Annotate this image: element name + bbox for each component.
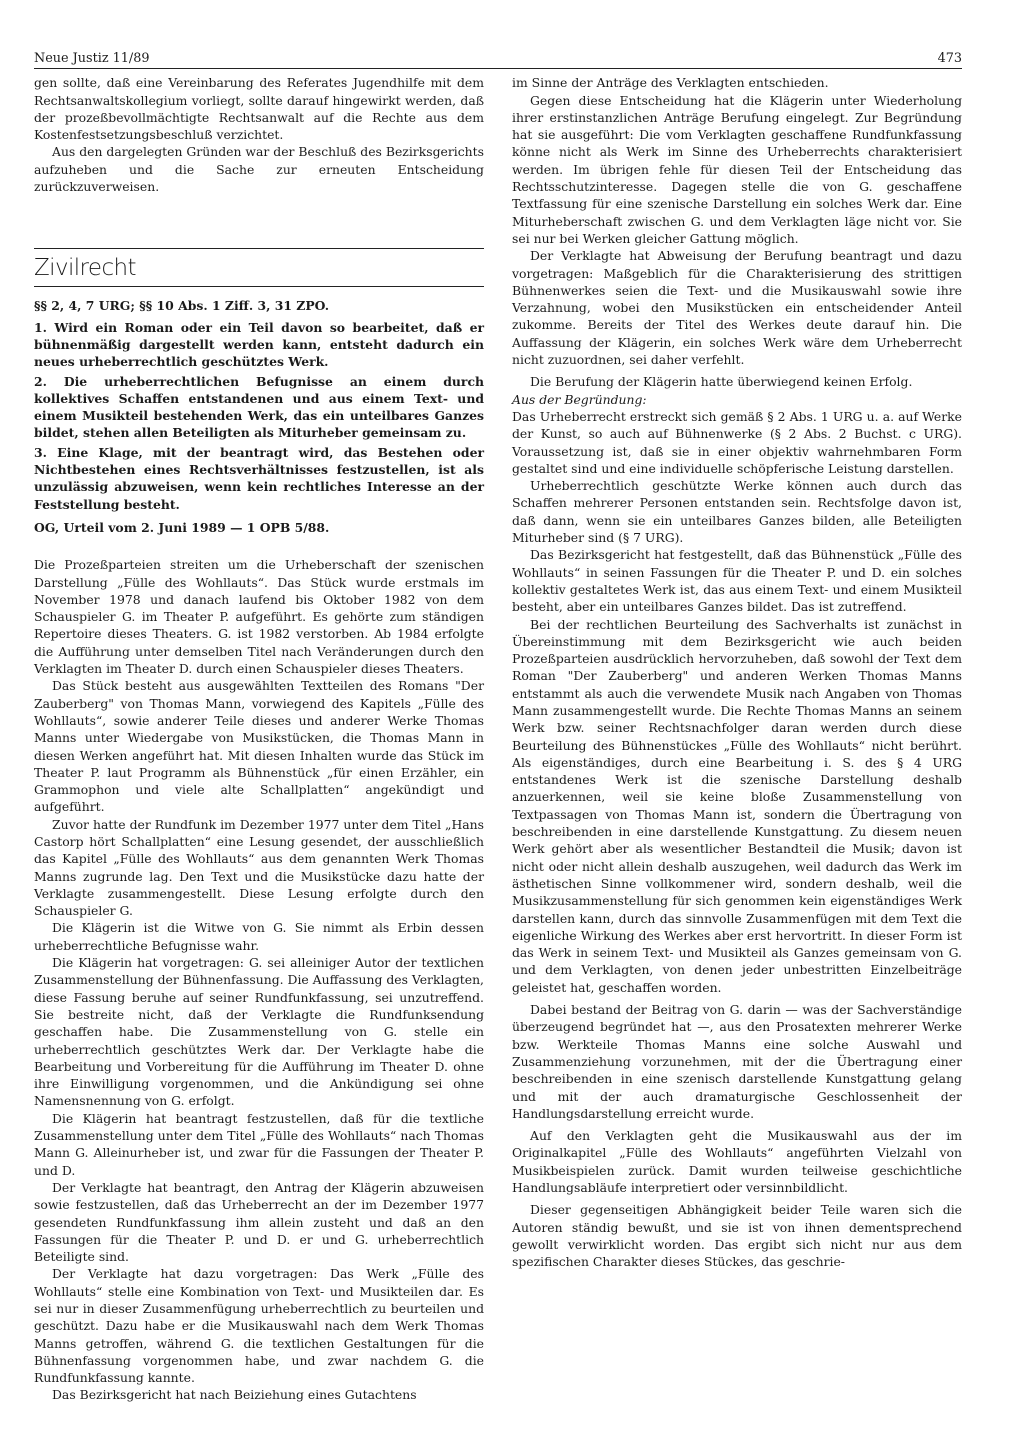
paragraph: Der Verklagte hat dazu vorgetragen: Das Werk „Fülle des Wohllauts“ stelle eine Kombination von Text- und Musikteilen dar. Es sei nur in dieser Zusammenfügung urheberrechtlich zu beurteilen und geschützt. Dazu habe er die Musikauswahl nach dem Werk Thomas Manns getroffen, während G. die textlichen Gestaltungen für die Bühnenfassung vorgenommen habe, und zwar nachdem G. die Rundfunkfassung kannte. — [34, 1266, 484, 1386]
paragraph: Dieser gegenseitigen Abhängigkeit beider Teile waren sich die Autoren ständig bewußt, und sie ist von ihnen dementsprechend gewollt verwirklicht worden. Das ergibt sich nicht nur aus dem spezifischen Charakter dieses Stückes, das geschrie- — [512, 1202, 962, 1270]
leitsatz-3: 3. Eine Klage, mit der beantragt wird, das Bestehen oder Nichtbestehen eines Rechtsverhältnisses festzustellen, ist als unzulässig abzuweisen, wenn kein rechtliches Interesse an der Feststellung besteht. — [34, 444, 484, 512]
statute-references: §§ 2, 4, 7 URG; §§ 10 Abs. 1 Ziff. 3, 31 ZPO. — [34, 298, 330, 314]
paragraph: Gegen diese Entscheidung hat die Klägerin unter Wiederholung ihrer erstinstanzlichen Anträge Berufung eingelegt. Zur Begründung hat sie ausgeführt: Die vom Verklagten geschaffene Rundfunkfassung könne nicht als Werk im Sinne des Urheberrechts charakterisiert werden. Im übrigen fehle für diesen Teil der Entscheidung das Rechtsschutzinteresse. Dagegen stelle die von G. geschaffene Textfassung für eine szenische Darstellung ein solches Werk dar. Eine Miturheberschaft zwischen G. und dem Verklagten läge nicht vor. Sie sei nur bei Werken gleicher Gattung möglich. — [512, 92, 962, 246]
two-column-body — [34, 74, 962, 1403]
paragraph: Die Klägerin ist die Witwe von G. Sie nimmt als Erbin dessen urheberrechtliche Befugnisse wahr. — [34, 920, 484, 953]
case-citation: OG, Urteil vom 2. Juni 1989 — 1 OPB 5/88. — [34, 519, 330, 535]
paragraph: Das Stück besteht aus ausgewählten Textteilen des Romans "Der Zauberberg" von Thomas Mann, vorwiegend des Kapitels „Fülle des Wohllauts“, sowie anderer Teile dieses und anderer Werke Thomas Manns unter Wiedergabe von Musikstücken, die Thomas Mann in diesen Werken angeführt hat. Mit diesen Inhalten wurde das Stück im Theater P. laut Programm als Bühnenstück „für einen Erzähler, ein Grammophon und viele alte Schallplatten“ angekündigt und aufgeführt. — [34, 678, 484, 815]
paragraph: Der Verklagte hat beantragt, den Antrag der Klägerin abzuweisen sowie festzustellen, daß das Urheberrecht an der im Dezember 1977 gesendeten Rundfunkfassung ihm allein zusteht und daß an den Fassungen für die Theater P. und D. er und G. urheberrechtlich Beteiligte sind. — [34, 1179, 484, 1265]
paragraph: Die Klägerin hat beantragt festzustellen, daß für die textliche Zusammenstellung unter dem Titel „Fülle des Wohllauts“ nach Thomas Mann G. Alleinurheber ist, und zwar für die Fassungen der Theater P. und D. — [34, 1110, 484, 1178]
paragraph: Urheberrechtlich geschützte Werke können auch durch das Schaffen mehrerer Personen entstanden sein. Rechtsfolge davon ist, daß dann, wenn sie ein unteilbares Ganzes bilden, alle Beteiligten Miturheber sind (§ 7 URG). — [512, 478, 962, 546]
case-facts — [34, 556, 484, 1404]
leitsatz-2: 2. Die urheberrechtlichen Befugnisse an einem durch kollektives Schaffen entstandenen und aus einem Text- und einem Musikteil bestehenden Werk, das ein unteilbares Ganzes bildet, stehen allen Beteiligten als Miturheber gemeinsam zu. — [34, 373, 484, 441]
paragraph: Aus den dargelegten Gründen war der Beschluß des Bezirksgerichts aufzuheben und die Sache zur erneuten Entscheidung zurückzuverweisen. — [34, 144, 484, 195]
paragraph: Bei der rechtlichen Beurteilung des Sachverhalts ist zunächst in Übereinstimmung mit dem Bezirksgericht wie auch beiden Prozeßparteien ausdrücklich hervorzuheben, daß sowohl der Text dem Roman "Der Zauberberg" und anderen Werken Thomas Manns entstammt als auch die verwendete Musik nach Angaben von Thomas Mann zusammengestellt wurde. Die Rechte Thomas Manns an seinem Werk bzw. seiner Rechtsnachfolger daran werden durch diese Beurteilung des Bühnenstückes „Fülle des Wohllauts“ nicht berührt. Als eigenständiges, durch eine Bearbeitung i. S. des § 4 URG entstandenes Werk ist die szenische Darstellung deshalb anzuerkennen, weil sie keine bloße Zusammenstellung von Textpassagen von Thomas Mann ist, sondern die Übertragung von beschreibenden in eine darstellende Kunstgattung. Zu diesem neuen Werk gehört aber als wesentlicher Bestandteil die Musik; davon ist nicht oder nicht allein deshalb auszugehen, weil dadurch das Werk im ästhetischen Sinne vollkommener wird, sondern deshalb, weil die Musikzusammenstellung für sich genommen kein eigenständiges Werk darstellen kann, durch das sinnvolle Zusammenfügen mit dem Text die eigenliche Wirkung des Werkes aber erst hervortritt. In dieser Form ist das Werk in seinem Text- und Musikteil als Ganzes gemeinsam von G. und dem Verklagten, von denen jeder unbestritten Einzelbeiträge geleistet hat, geschaffen worden. — [512, 616, 962, 995]
paragraph: Die Klägerin hat vorgetragen: G. sei alleiniger Autor der textlichen Zusammenstellung der Bühnenfassung. Die Auffassung des Verklagten, diese Fassung beruhe auf seiner Rundfunkfassung, sei unzutreffend. Sie bestreite nicht, daß der Verklagte die Rundfunksendung geschaffen habe. Die Zusammenstellung von G. stelle ein urheberrechtlich geschütztes Werk dar. Der Verklagte habe die Bearbeitung und Vorbereitung für die Aufführung im Theater D. ohne ihre Einwilligung vorgenommen, und die Ankündigung sei ohne Namensnennung von G. erfolgt. — [34, 955, 485, 1109]
right-column — [512, 74, 962, 1403]
paragraph: im Sinne der Anträge des Verklagten entschieden. — [512, 75, 829, 91]
leitsatz-1: 1. Wird ein Roman oder ein Teil davon so bearbeitet, daß er bühnenmäßig dargestellt werden kann, entsteht dadurch ein neues urheberrechtlich geschütztes Werk. — [34, 319, 484, 370]
running-header — [34, 50, 962, 69]
paragraph: Das Urheberrecht erstreckt sich gemäß § 2 Abs. 1 URG u. a. auf Werke der Kunst, so auch auf Bühnenwerke (§ 2 Abs. 2 Buchst. c URG). Voraussetzung ist, daß sie in einer objektiv wahrnehmbaren Form gestaltet sind und eine individuelle schöpferische Leistung darstellen. — [512, 408, 962, 476]
paragraph: Die Prozeßparteien streiten um die Urheberschaft der szenischen Darstellung „Fülle des Wohllauts“. Das Stück wurde erstmals im November 1978 und danach laufend bis Oktober 1982 von dem Schauspieler G. im Theater P. aufgeführt. Es gehörte zum ständigen Repertoire dieses Theaters. G. ist 1982 verstorben. Ab 1984 erfolgte die Aufführung unter demselben Titel nach Veränderungen durch den Verklagten im Theater D. durch einen Schauspieler dieses Theaters. — [34, 557, 484, 677]
headnote-block — [34, 297, 484, 536]
page-number: 473 — [937, 51, 962, 66]
journal-issue: Neue Justiz 11/89 — [34, 51, 150, 66]
paragraph: Auf den Verklagten geht die Musikauswahl aus der im Originalkapitel „Fülle des Wohllauts“ angeführten Vielzahl von Musikbeispielen zurück. Damit wurden teilweise geschichtliche Handlungsabläufe interpretiert oder versinnbildlicht. — [512, 1128, 962, 1195]
paragraph: Die Berufung der Klägerin hatte überwiegend keinen Erfolg. — [530, 374, 913, 390]
paragraph: gen sollte, daß eine Vereinbarung des Referates Jugendhilfe mit dem Rechtsanwaltskollegium vorliegt, sollte darauf hingewirkt werden, daß der prozeßbevollmächtigte Rechtsanwalt auf die Rechte aus dem Kostenfestsetzungsbeschluß verzichtet. — [34, 75, 484, 143]
section-title-zivilrecht: Zivilrecht — [34, 248, 484, 287]
reasoning-heading: Aus der Begründung: — [512, 391, 647, 407]
paragraph: Dabei bestand der Beitrag von G. darin — was der Sachverständige überzeugend begründet hat —, aus den Prosatexten mehrerer Werke bzw. Werkteile Thomas Manns eine solche Auswahl und Zusammenziehung vorzunehmen, mit der die Übertragung einer beschreibenden in eine szenisch darstellende Kunstgattung gelang und mit der auch dramaturgische Geschlossenheit der Handlungsdarstellung erreicht wurde. — [512, 1002, 962, 1121]
paragraph: Zuvor hatte der Rundfunk im Dezember 1977 unter dem Titel „Hans Castorp hört Schallplatten“ eine Lesung gesendet, der ausschließlich das Kapitel „Fülle des Wohllauts“ aus dem genannten Werk Thomas Manns zugrunde lag. Den Text und die Musikstücke dazu hatte der Verklagte zusammengestellt. Diese Lesung erfolgte durch den Schauspieler G. — [34, 816, 484, 919]
paragraph: Der Verklagte hat Abweisung der Berufung beantragt und dazu vorgetragen: Maßgeblich für die Charakterisierung des strittigen Bühnenwerkes seien die Text- und die Musikauswahl sowie ihre Verzahnung, wobei den Musikstücken ein entscheidender Anteil zukomme. Bereits der Titel des Werkes deute darauf hin. Die Auffassung der Klägerin, ein solches Werk wäre dem Urheberrecht nicht zuzuordnen, sei daher verfehlt. — [512, 248, 962, 368]
paragraph: Das Bezirksgericht hat festgestellt, daß das Bühnenstück „Fülle des Wohllauts“ in seinen Fassungen für die Theater P. und D. ein solches kollektiv gestaltetes Werk ist, das aus einem Text- und einem Musikteil besteht, aber ein unteilbares Ganzes bildet. Das ist zutreffend. — [512, 547, 962, 615]
paragraph: Das Bezirksgericht hat nach Beiziehung eines Gutachtens — [52, 1387, 417, 1403]
left-column — [34, 74, 484, 1403]
